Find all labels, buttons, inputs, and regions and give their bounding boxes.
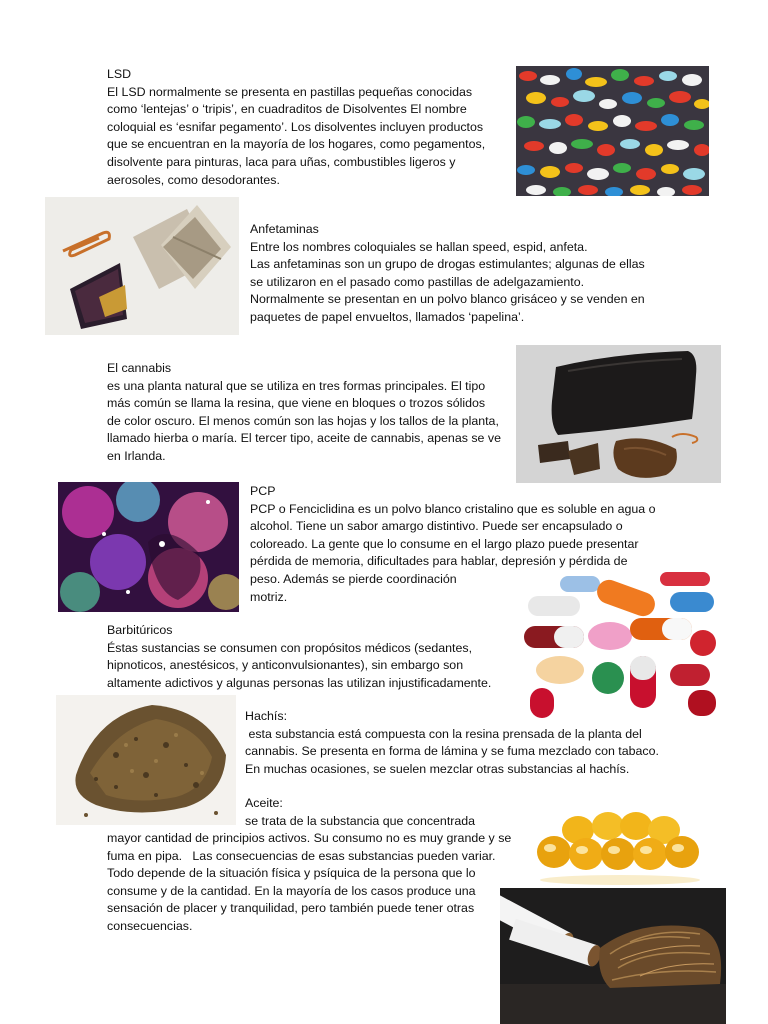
text-line: se utilizaron en el pasado como pastillas de adelgazamiento. [250,274,585,289]
text-line: Todo depende de la situación física y psíquica de la persona que lo [107,866,476,881]
section-title: Anfetaminas [250,222,319,236]
section-anfetaminas [250,221,670,327]
section-aceite-body [107,830,517,936]
text-line: consecuencias. [107,918,193,933]
section-aceite-heading [245,795,505,830]
cigarettes-tobacco-photo [500,888,726,1024]
paper-packets-photo [45,197,239,335]
text-line: hipnoticos, anestésicos, y anticonvulsionantes), sin embargo son [107,658,464,673]
text-line: aerosoles, como desodorantes. [107,172,280,187]
text-line: motriz. [250,589,288,604]
text-line: coloquial es ‘esnifar pegamento’. Los disolventes incluyen productos [107,119,484,134]
section-title: LSD [107,67,132,81]
text-line: disolvente para pinturas, laca para uñas, combustibles ligeros y [107,154,456,169]
capsules-photo [520,570,718,720]
text-line: altamente adictivos y algunas personas las utilizan injustificadamente. [107,675,492,690]
oil-capsules-photo [530,808,712,890]
text-line: El LSD normalmente se presenta en pastillas pequeñas conocidas [107,84,473,99]
text-line: coloreado. La gente que lo consume en el largo plazo puede presentar [250,536,639,551]
section-title: Hachís: [245,709,288,723]
text-line: alcohol. Tiene un sabor amargo distintivo. Puede ser encapsulado o [250,519,623,534]
text-line: Normalmente se presentan en un polvo blanco grisáceo y se venden en [250,292,645,307]
text-line: como ‘lentejas’ o ‘tripis’, en cuadraditos de Disolventes El nombre [107,102,467,117]
section-barbituricos [107,622,517,692]
section-title: Barbitúricos [107,623,173,637]
text-line: es una planta natural que se utiliza en tres formas principales. El tipo [107,378,486,393]
text-line: en Irlanda. [107,448,166,463]
text-line: Éstas sustancias se consumen con propósitos médicos (sedantes, [107,640,473,655]
text-line: paquetes de papel envueltos, llamados ‘papelina’. [250,309,525,324]
section-cannabis [107,360,517,466]
text-line: esta substancia está compuesta con la resina prensada de la planta del [245,726,642,741]
section-hachis [245,708,675,778]
text-line: pérdida de memoria, dificultades para hablar, depresión y pérdida de [250,554,628,569]
text-line: peso. Además se pierde coordinación [250,571,457,586]
section-lsd [107,66,507,189]
text-line: Las anfetaminas son un grupo de drogas estimulantes; algunas de ellas [250,257,645,272]
text-line: se trata de la substancia que concentrada [245,813,476,828]
text-line: cannabis. Se presenta en forma de lámina y se fuma mezclado con tabaco. [245,744,659,759]
text-line: Entre los nombres coloquiales se hallan speed, espid, anfeta. [250,239,588,254]
dried-herb-photo [56,695,236,825]
text-line: consume y de la cantidad. En la mayoría de los casos produce una [107,883,476,898]
text-line: que se encuentran en la mayoría de los hogares, como pegamentos, [107,137,486,152]
section-title: El cannabis [107,361,172,375]
psychedelic-lights-photo [58,482,239,612]
text-line: mayor cantidad de principios activos. Su consumo no es muy grande y se [107,831,512,845]
text-line: más común se llama la resina, que viene en bloques o trozos sólidos [107,396,486,411]
text-line: fuma en pipa. Las consecuencias de esas substancias pueden variar. [107,848,496,863]
text-line: de color oscuro. El menos común son las hojas y los tallos de la planta, [107,413,499,428]
text-line: En muchas ocasiones, se suelen mezclar otras substancias al hachís. [245,761,630,776]
section-title: Aceite: [245,796,283,810]
section-title: PCP [250,484,276,498]
cannabis-resin-photo [516,345,721,483]
text-line: llamado hierba o maría. El tercer tipo, aceite de cannabis, apenas se ve [107,431,501,446]
text-line: sensación de placer y tranquilidad, pero también puede tener otras [107,901,475,916]
text-line: PCP o Fenciclidina es un polvo blanco cristalino que es soluble en agua o [250,501,656,516]
colorful-pills-photo [516,66,709,196]
